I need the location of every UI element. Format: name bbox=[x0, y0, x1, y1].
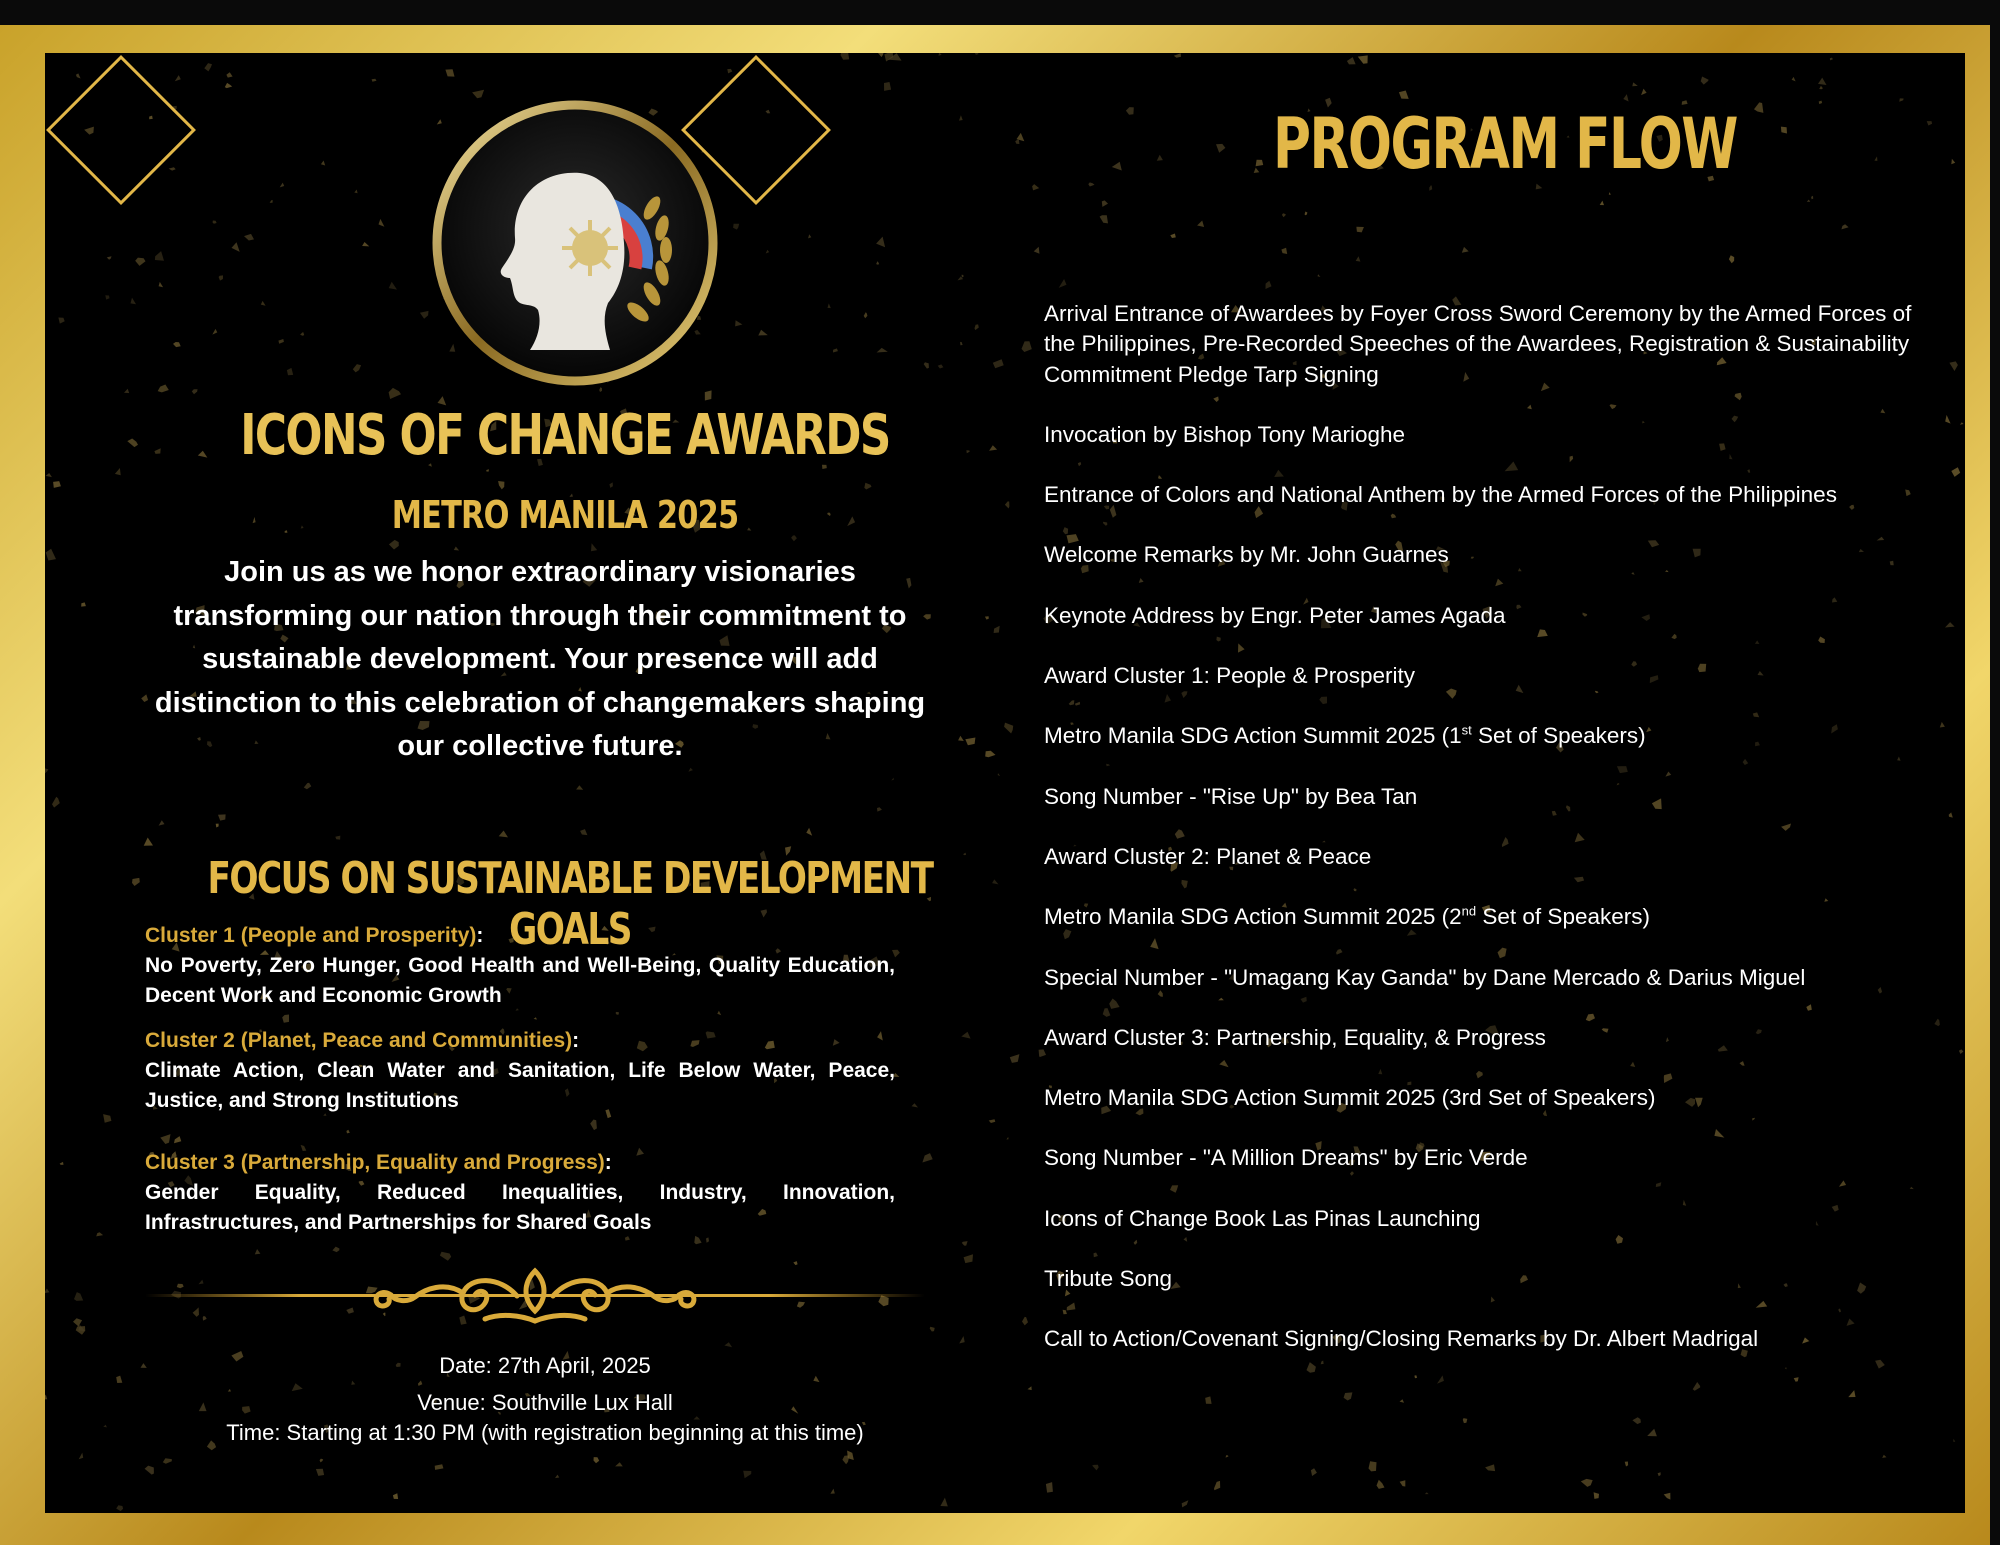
speckle bbox=[232, 242, 240, 252]
program-item: Award Cluster 1: People & Prosperity bbox=[1044, 663, 1416, 689]
speckle bbox=[116, 1505, 123, 1511]
speckle bbox=[841, 53, 850, 60]
speckle bbox=[46, 473, 52, 477]
speckle bbox=[1819, 86, 1823, 89]
speckle bbox=[1882, 1455, 1886, 1458]
program-item: Entrance of Colors and National Anthem by the Armed Forces of the Philippines bbox=[1044, 482, 1837, 508]
speckle bbox=[940, 1498, 947, 1507]
speckle bbox=[1092, 1465, 1099, 1471]
speckle bbox=[145, 1466, 154, 1475]
speckle bbox=[727, 69, 732, 74]
speckle bbox=[930, 1327, 935, 1332]
speckle bbox=[353, 364, 361, 372]
speckle bbox=[743, 1471, 751, 1479]
speckle bbox=[103, 1425, 107, 1428]
speckle bbox=[1818, 78, 1827, 85]
speckle bbox=[717, 1011, 721, 1015]
speckle bbox=[261, 301, 266, 306]
speckle bbox=[938, 364, 944, 368]
speckle bbox=[876, 261, 879, 264]
speckle bbox=[1425, 1492, 1429, 1494]
program-item: Arrival Entrance of Awardees by Foyer Cross Sword Ceremony by the Armed Forces of the Philippines, Pre-Recorded Speeches of the Awardees, Registration & Sustainability Commitment Pledge Tarp Signing bbox=[1044, 301, 1912, 387]
speckle bbox=[1214, 1481, 1220, 1490]
speckle bbox=[992, 879, 998, 884]
speckle bbox=[1811, 196, 1813, 199]
speckle bbox=[1729, 255, 1734, 263]
speckle bbox=[705, 390, 712, 400]
cluster-heading: Cluster 3 (Partnership, Equality and Progress) bbox=[145, 1151, 605, 1174]
speckle bbox=[998, 773, 1001, 776]
speckle bbox=[393, 1493, 398, 1499]
speckle bbox=[1632, 82, 1638, 86]
speckle bbox=[989, 445, 997, 451]
speckle bbox=[1034, 247, 1040, 254]
speckle bbox=[219, 275, 223, 280]
speckle bbox=[1830, 58, 1833, 61]
program-list bbox=[1044, 299, 1944, 1385]
speckle bbox=[808, 234, 811, 238]
speckle bbox=[316, 1469, 324, 1476]
speckle bbox=[1658, 1472, 1661, 1476]
speckle bbox=[174, 1136, 181, 1143]
speckle bbox=[45, 1289, 49, 1294]
speckle bbox=[321, 161, 325, 166]
speckle bbox=[372, 79, 377, 82]
speckle bbox=[1356, 256, 1361, 261]
speckle bbox=[1399, 91, 1409, 99]
speckle bbox=[959, 1336, 965, 1344]
speckle bbox=[1400, 1480, 1406, 1486]
speckle bbox=[1344, 1392, 1353, 1400]
program-item: Tribute Song bbox=[1044, 1266, 1172, 1292]
speckle bbox=[498, 481, 504, 489]
speckle bbox=[1197, 221, 1204, 228]
speckle bbox=[1951, 159, 1955, 165]
speckle bbox=[1485, 1464, 1495, 1471]
speckle bbox=[1594, 1492, 1599, 1499]
speckle bbox=[877, 807, 882, 811]
speckle bbox=[103, 1114, 111, 1123]
speckle bbox=[60, 1162, 64, 1165]
speckle bbox=[332, 1247, 339, 1253]
speckle bbox=[1959, 1049, 1964, 1054]
event-title: ICONS OF CHANGE AWARDS bbox=[240, 403, 890, 468]
speckle bbox=[733, 224, 739, 230]
speckle bbox=[440, 1252, 451, 1261]
event-subtitle: METRO MANILA 2025 bbox=[391, 493, 739, 537]
speckle bbox=[609, 482, 613, 488]
speckle bbox=[218, 814, 226, 820]
speckle bbox=[160, 1134, 170, 1144]
speckle bbox=[1311, 1468, 1317, 1476]
speckle bbox=[335, 836, 340, 840]
program-item: Award Cluster 2: Planet & Peace bbox=[1044, 843, 1372, 869]
speckle bbox=[1266, 281, 1272, 289]
speckle bbox=[924, 362, 929, 368]
speckle bbox=[107, 256, 112, 260]
speckle bbox=[975, 53, 979, 55]
speckle bbox=[912, 1103, 919, 1107]
speckle bbox=[1949, 361, 1958, 371]
speckle bbox=[389, 282, 397, 290]
speckle bbox=[420, 311, 429, 319]
speckle bbox=[962, 275, 964, 278]
speckle bbox=[270, 200, 273, 203]
speckle bbox=[1701, 77, 1709, 85]
program-item: Keynote Address by Engr. Peter James Agada bbox=[1044, 602, 1506, 628]
speckle bbox=[354, 190, 357, 194]
speckle bbox=[1874, 156, 1877, 161]
speckle bbox=[965, 738, 975, 746]
speckle bbox=[1170, 234, 1176, 239]
speckle bbox=[876, 237, 885, 248]
speckle bbox=[828, 303, 831, 308]
speckle bbox=[985, 751, 995, 758]
speckle bbox=[1174, 53, 1181, 58]
ornamental-divider-icon bbox=[145, 1261, 925, 1331]
speckle bbox=[1226, 1455, 1229, 1457]
speckle bbox=[346, 1130, 349, 1134]
speckle bbox=[1281, 248, 1287, 254]
speckle bbox=[594, 1457, 600, 1463]
speckle bbox=[1032, 184, 1039, 190]
speckle bbox=[1625, 1462, 1628, 1467]
speckle bbox=[1945, 415, 1950, 424]
speckle bbox=[472, 90, 484, 99]
speckle bbox=[282, 1015, 289, 1023]
speckle bbox=[435, 1464, 444, 1470]
speckle bbox=[994, 626, 1000, 633]
cluster-goals: No Poverty, Zero Hunger, Good Health and Well-Being, Quality Education, Decent Work and Economic Growth bbox=[145, 954, 895, 1007]
speckle bbox=[766, 250, 770, 254]
speckle bbox=[1841, 224, 1848, 229]
speckle bbox=[212, 329, 217, 335]
speckle bbox=[1112, 162, 1122, 171]
cluster-heading: Cluster 2 (Planet, Peace and Communities) bbox=[145, 1029, 573, 1052]
speckle bbox=[144, 838, 153, 846]
speckle bbox=[1600, 201, 1604, 206]
speckle bbox=[1647, 1429, 1657, 1437]
event-details bbox=[195, 1351, 895, 1448]
speckle bbox=[45, 1395, 47, 1400]
speckle bbox=[830, 1489, 834, 1494]
speckle bbox=[735, 320, 742, 326]
speckle bbox=[445, 69, 454, 76]
speckle bbox=[73, 1318, 82, 1327]
speckle bbox=[1126, 107, 1134, 115]
speckle bbox=[1899, 98, 1903, 101]
speckle bbox=[105, 295, 109, 299]
flyer-panel bbox=[45, 53, 1965, 1513]
speckle bbox=[499, 831, 508, 838]
speckle bbox=[1429, 185, 1432, 191]
speckle bbox=[891, 778, 894, 781]
speckle bbox=[1022, 1317, 1028, 1326]
speckle bbox=[591, 543, 597, 551]
speckle bbox=[132, 878, 140, 886]
speckle bbox=[580, 829, 587, 835]
speckle bbox=[1807, 200, 1810, 202]
speckle bbox=[158, 385, 169, 393]
speckle bbox=[966, 450, 969, 453]
speckle bbox=[1015, 140, 1019, 144]
speckle bbox=[127, 439, 138, 448]
speckle bbox=[1400, 1399, 1405, 1403]
speckle bbox=[959, 115, 963, 120]
speckle bbox=[616, 1012, 619, 1015]
speckle bbox=[1369, 1461, 1377, 1471]
speckle bbox=[1102, 200, 1108, 207]
speckle bbox=[1028, 1386, 1032, 1390]
speckle bbox=[173, 342, 181, 347]
speckle bbox=[486, 469, 489, 471]
cluster-3: Cluster 3 (Partnership, Equality and Progress): Gender Equality, Reduced Inequalities, Industry, Innovation, Infrastructures, and Partnerships for Shared Goals bbox=[145, 1148, 895, 1238]
speckle bbox=[1949, 812, 1953, 817]
speckle bbox=[198, 451, 208, 458]
speckle bbox=[124, 389, 129, 393]
speckle bbox=[192, 389, 198, 394]
speckle bbox=[1960, 422, 1964, 425]
speckle bbox=[724, 1342, 732, 1347]
speckle bbox=[806, 828, 812, 836]
speckle bbox=[1664, 1493, 1671, 1500]
speckle bbox=[964, 1254, 973, 1263]
speckle bbox=[1848, 1390, 1855, 1397]
speckle bbox=[320, 1459, 324, 1463]
speckle bbox=[135, 258, 145, 266]
speckle bbox=[864, 312, 868, 318]
speckle bbox=[1951, 467, 1960, 477]
speckle bbox=[706, 1237, 709, 1242]
speckle bbox=[1632, 1417, 1641, 1424]
cluster-2: Cluster 2 (Planet, Peace and Communities): Climate Action, Clean Water and Sanitation, Life Below Water, Peace, Justice, and Strong Institutions bbox=[145, 1026, 895, 1116]
speckle bbox=[963, 853, 966, 856]
speckle bbox=[1059, 279, 1067, 288]
speckle bbox=[1462, 247, 1469, 253]
speckle bbox=[922, 1153, 932, 1162]
speckle bbox=[985, 616, 989, 619]
speckle bbox=[45, 768, 48, 773]
event-date: Date: 27th April, 2025 bbox=[439, 1353, 651, 1378]
program-item: Special Number - "Umagang Kay Ganda" by Dane Mercado & Darius Miguel bbox=[1044, 964, 1806, 990]
speckle bbox=[1581, 1479, 1593, 1487]
speckle bbox=[993, 359, 1004, 368]
speckle bbox=[960, 342, 963, 345]
speckle bbox=[1004, 723, 1013, 734]
speckle bbox=[1205, 1396, 1211, 1404]
cluster-goals: Climate Action, Clean Water and Sanitation, Life Below Water, Peace, Justice, and Strong Institutions bbox=[145, 1059, 895, 1112]
speckle bbox=[1792, 77, 1796, 82]
speckle bbox=[975, 324, 979, 330]
speckle bbox=[1358, 55, 1368, 63]
program-item: Metro Manila SDG Action Summit 2025 (1st Set of Speakers) bbox=[1044, 722, 1646, 749]
speckle bbox=[878, 53, 884, 57]
speckle bbox=[141, 1363, 147, 1368]
speckle bbox=[1377, 1480, 1385, 1489]
speckle bbox=[216, 824, 219, 828]
speckle bbox=[76, 73, 81, 78]
speckle bbox=[53, 481, 61, 488]
speckle bbox=[1100, 215, 1108, 223]
sdg-section-title: FOCUS ON SUSTAINABLE DEVELOPMENT GOALS bbox=[207, 853, 933, 955]
program-item: Song Number - "Rise Up" by Bea Tan bbox=[1044, 783, 1418, 809]
speckle bbox=[1347, 57, 1356, 64]
speckle bbox=[884, 82, 891, 91]
speckle bbox=[758, 330, 768, 336]
speckle bbox=[163, 1458, 172, 1464]
speckle bbox=[79, 1453, 84, 1460]
speckle bbox=[1088, 182, 1094, 186]
program-item: Invocation by Bishop Tony Marioghe bbox=[1044, 421, 1406, 447]
speckle bbox=[1157, 155, 1163, 161]
program-item: Song Number - "A Million Dreams" by Eric Verde bbox=[1044, 1145, 1528, 1171]
speckle bbox=[962, 1241, 968, 1246]
speckle bbox=[52, 797, 60, 808]
speckle bbox=[555, 1475, 559, 1479]
speckle bbox=[115, 468, 121, 475]
speckle bbox=[1006, 1137, 1008, 1140]
speckle bbox=[1953, 1439, 1955, 1442]
speckle bbox=[939, 53, 942, 56]
speckle bbox=[1463, 1418, 1468, 1423]
speckle bbox=[96, 1232, 103, 1236]
speckle bbox=[131, 298, 137, 305]
speckle bbox=[1927, 121, 1932, 125]
speckle bbox=[1022, 341, 1032, 352]
speckle bbox=[1305, 212, 1308, 216]
speckle bbox=[534, 1017, 537, 1019]
speckle bbox=[213, 221, 217, 224]
speckle bbox=[1318, 274, 1321, 277]
event-intro: Join us as we honor extraordinary visionaries transforming our nation through their commitment to sustainable development. Your presence will add distinction to this celebration of changemakers shaping our collective future. bbox=[154, 556, 926, 762]
speckle bbox=[1282, 213, 1286, 217]
speckle bbox=[1945, 622, 1955, 627]
program-item: Icons of Change Book Las Pinas Launching bbox=[1044, 1205, 1481, 1231]
speckle bbox=[864, 483, 871, 490]
event-time: Time: Starting at 1:30 PM (with registration beginning at this time) bbox=[226, 1420, 864, 1445]
program-item: Call to Action/Covenant Signing/Closing Remarks by Dr. Albert Madrigal bbox=[1044, 1326, 1759, 1352]
speckle bbox=[159, 282, 164, 287]
speckle bbox=[46, 549, 56, 561]
speckle bbox=[958, 736, 964, 741]
speckle bbox=[159, 820, 165, 825]
program-item: Metro Manila SDG Action Summit 2025 (3rd Set of Speakers) bbox=[1044, 1085, 1656, 1111]
speckle bbox=[155, 251, 164, 261]
speckle bbox=[58, 318, 64, 324]
speckle bbox=[1010, 1054, 1020, 1063]
speckle bbox=[226, 72, 232, 77]
program-item: Award Cluster 3: Partnership, Equality, & Progress bbox=[1044, 1024, 1546, 1050]
program-item: Welcome Remarks by Mr. John Guarnes bbox=[1044, 542, 1449, 568]
speckle bbox=[300, 332, 304, 336]
event-venue: Venue: Southville Lux Hall bbox=[417, 1390, 673, 1415]
speckle bbox=[1005, 501, 1010, 508]
speckle bbox=[81, 602, 86, 606]
speckle bbox=[280, 183, 285, 188]
speckle bbox=[389, 540, 399, 550]
speckle bbox=[74, 1292, 83, 1301]
speckle bbox=[1356, 227, 1364, 233]
cluster-1: Cluster 1 (People and Prosperity): No Poverty, Zero Hunger, Good Health and Well-Being, Quality Education, Decent Work and Economic Growth bbox=[145, 921, 895, 1011]
speckle bbox=[1609, 192, 1611, 195]
speckle bbox=[255, 1249, 261, 1254]
speckle bbox=[379, 219, 385, 227]
speckle bbox=[961, 1032, 970, 1039]
speckle bbox=[615, 1462, 623, 1466]
speckle bbox=[1623, 94, 1628, 101]
program-item: Metro Manila SDG Action Summit 2025 (2nd Set of Speakers) bbox=[1044, 903, 1650, 930]
speckle bbox=[1641, 89, 1647, 96]
speckle bbox=[362, 242, 369, 246]
speckle bbox=[590, 1120, 597, 1131]
speckle bbox=[389, 388, 401, 399]
speckle bbox=[1046, 1482, 1053, 1493]
speckle bbox=[1182, 1500, 1189, 1507]
speckle bbox=[175, 75, 181, 81]
speckle bbox=[833, 348, 838, 352]
speckle bbox=[169, 167, 176, 170]
speckle bbox=[576, 785, 583, 790]
speckle bbox=[244, 234, 254, 241]
speckle bbox=[116, 1376, 122, 1383]
speckle bbox=[304, 783, 312, 790]
program-title: PROGRAM FLOW bbox=[1273, 103, 1737, 185]
cluster-heading: Cluster 1 (People and Prosperity) bbox=[145, 924, 477, 947]
speckle bbox=[989, 1119, 996, 1123]
cluster-goals: Gender Equality, Reduced Inequalities, Industry, Innovation, Infrastructures, and Partnerships for Shared Goals bbox=[145, 1181, 895, 1234]
speckle bbox=[278, 339, 284, 344]
awards-logo-icon bbox=[430, 98, 720, 388]
speckle bbox=[225, 83, 232, 88]
speckle bbox=[454, 547, 459, 551]
speckle bbox=[287, 368, 293, 375]
speckle bbox=[154, 448, 160, 454]
speckle bbox=[204, 63, 212, 71]
speckle bbox=[877, 348, 888, 353]
